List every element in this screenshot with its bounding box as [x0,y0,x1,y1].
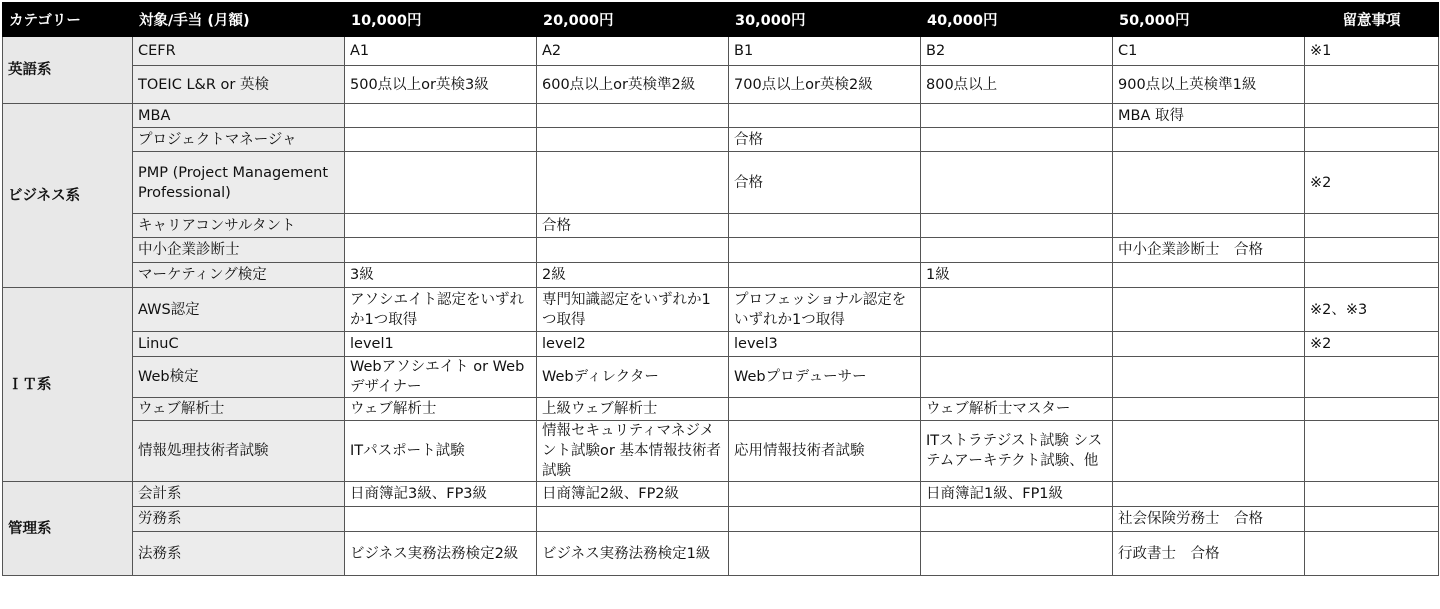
allowance-cell [729,238,921,263]
allowance-cell [1113,482,1305,507]
table-row [3,66,1439,104]
allowance-cell: 日商簿記1級、FP1級 [921,482,1113,507]
note-cell [1305,507,1439,532]
allowance-cell [921,532,1113,576]
allowance-cell: A2 [537,37,729,66]
header-target: 対象/手当 (月額) [133,3,345,37]
allowance-cell: A1 [345,37,537,66]
allowance-cell [537,128,729,152]
table-row [3,152,1439,214]
allowance-cell [1113,421,1305,482]
allowance-cell [345,152,537,214]
table-row [3,263,1439,288]
allowance-cell: 1級 [921,263,1113,288]
item-cell: 情報処理技術者試験 [133,421,345,482]
allowance-cell: 専門知識認定をいずれか1つ取得 [537,288,729,332]
allowance-cell: 社会保険労務士 合格 [1113,507,1305,532]
item-cell: 会計系 [133,482,345,507]
allowance-cell [345,214,537,238]
note-cell [1305,214,1439,238]
allowance-cell: level3 [729,332,921,357]
allowance-cell [729,214,921,238]
table-header-row [3,3,1439,37]
allowance-cell: 合格 [537,214,729,238]
allowance-cell: MBA 取得 [1113,104,1305,128]
allowance-cell: Webディレクター [537,357,729,398]
table-row [3,37,1439,66]
header-20000: 20,000円 [537,3,729,37]
allowance-cell [345,128,537,152]
allowance-cell: ビジネス実務法務検定2級 [345,532,537,576]
item-cell: キャリアコンサルタント [133,214,345,238]
header-category: カテゴリー [3,3,133,37]
allowance-cell [729,532,921,576]
allowance-cell: 情報セキュリティマネジメント試験or 基本情報技術者試験 [537,421,729,482]
header-10000: 10,000円 [345,3,537,37]
allowance-cell [921,507,1113,532]
allowance-cell [921,128,1113,152]
header-notes: 留意事項 [1305,3,1439,37]
allowance-cell: 合格 [729,152,921,214]
allowance-cell [921,152,1113,214]
allowance-cell [1113,332,1305,357]
item-cell: PMP (Project Management Professional) [133,152,345,214]
category-cell: 英語系 [3,37,133,104]
allowance-cell: プロフェッショナル認定をいずれか1つ取得 [729,288,921,332]
allowance-cell [729,263,921,288]
table-row [3,128,1439,152]
note-cell [1305,104,1439,128]
allowance-cell: level2 [537,332,729,357]
allowance-cell: B1 [729,37,921,66]
item-cell: AWS認定 [133,288,345,332]
note-cell: ※1 [1305,37,1439,66]
note-cell [1305,66,1439,104]
category-cell: 管理系 [3,482,133,576]
table-row [3,357,1439,398]
table-row [3,532,1439,576]
item-cell: 労務系 [133,507,345,532]
qualification-allowance-table [2,2,1439,576]
item-cell: 法務系 [133,532,345,576]
allowance-cell: 800点以上 [921,66,1113,104]
table-row [3,214,1439,238]
header-30000: 30,000円 [729,3,921,37]
allowance-cell: 3級 [345,263,537,288]
table-row [3,398,1439,421]
allowance-cell [921,332,1113,357]
item-cell: TOEIC L&R or 英検 [133,66,345,104]
allowance-cell [1113,398,1305,421]
allowance-cell: 900点以上英検準1級 [1113,66,1305,104]
allowance-cell [345,507,537,532]
table-row [3,482,1439,507]
table-row [3,332,1439,357]
table-row [3,507,1439,532]
allowance-cell [921,238,1113,263]
allowance-cell [1113,128,1305,152]
allowance-cell: 700点以上or英検2級 [729,66,921,104]
table-row [3,238,1439,263]
item-cell: MBA [133,104,345,128]
category-cell: ＩＴ系 [3,288,133,482]
allowance-cell [345,104,537,128]
item-cell: ウェブ解析士 [133,398,345,421]
allowance-cell: 日商簿記2級、FP2級 [537,482,729,507]
note-cell [1305,398,1439,421]
header-50000: 50,000円 [1113,3,1305,37]
note-cell [1305,421,1439,482]
allowance-cell: 2級 [537,263,729,288]
allowance-cell [537,152,729,214]
note-cell [1305,482,1439,507]
allowance-cell: 600点以上or英検準2級 [537,66,729,104]
allowance-cell [1113,288,1305,332]
allowance-cell [537,507,729,532]
allowance-cell [345,238,537,263]
table-row [3,104,1439,128]
allowance-cell: ITストラテジスト試験 システムアーキテクト試験、他 [921,421,1113,482]
allowance-cell [1113,214,1305,238]
allowance-cell [537,238,729,263]
allowance-cell: 中小企業診断士 合格 [1113,238,1305,263]
allowance-cell: Webアソシエイト or Webデザイナー [345,357,537,398]
allowance-cell [1113,357,1305,398]
item-cell: マーケティング検定 [133,263,345,288]
allowance-cell [921,357,1113,398]
allowance-cell [921,288,1113,332]
category-cell: ビジネス系 [3,104,133,288]
allowance-cell [729,104,921,128]
header-40000: 40,000円 [921,3,1113,37]
allowance-cell [729,482,921,507]
allowance-cell: 行政書士 合格 [1113,532,1305,576]
note-cell: ※2 [1305,152,1439,214]
allowance-cell: ITパスポート試験 [345,421,537,482]
allowance-cell [729,398,921,421]
allowance-cell [921,214,1113,238]
note-cell [1305,532,1439,576]
allowance-cell: ビジネス実務法務検定1級 [537,532,729,576]
note-cell: ※2、※3 [1305,288,1439,332]
allowance-cell: C1 [1113,37,1305,66]
allowance-cell [537,104,729,128]
note-cell: ※2 [1305,332,1439,357]
note-cell [1305,357,1439,398]
item-cell: LinuC [133,332,345,357]
allowance-cell: 上級ウェブ解析士 [537,398,729,421]
allowance-cell: 応用情報技術者試験 [729,421,921,482]
allowance-cell: ウェブ解析士マスター [921,398,1113,421]
note-cell [1305,263,1439,288]
allowance-cell: level1 [345,332,537,357]
allowance-cell: ウェブ解析士 [345,398,537,421]
table-body [3,37,1439,576]
allowance-cell [729,507,921,532]
allowance-cell: 日商簿記3級、FP3級 [345,482,537,507]
allowance-cell: B2 [921,37,1113,66]
table-row [3,288,1439,332]
allowance-cell: Webプロデューサー [729,357,921,398]
item-cell: プロジェクトマネージャ [133,128,345,152]
allowance-cell [1113,263,1305,288]
item-cell: CEFR [133,37,345,66]
note-cell [1305,128,1439,152]
item-cell: Web検定 [133,357,345,398]
allowance-cell [921,104,1113,128]
note-cell [1305,238,1439,263]
allowance-cell: 500点以上or英検3級 [345,66,537,104]
allowance-cell: アソシエイト認定をいずれか1つ取得 [345,288,537,332]
item-cell: 中小企業診断士 [133,238,345,263]
table-row [3,421,1439,482]
allowance-cell [1113,152,1305,214]
allowance-cell: 合格 [729,128,921,152]
